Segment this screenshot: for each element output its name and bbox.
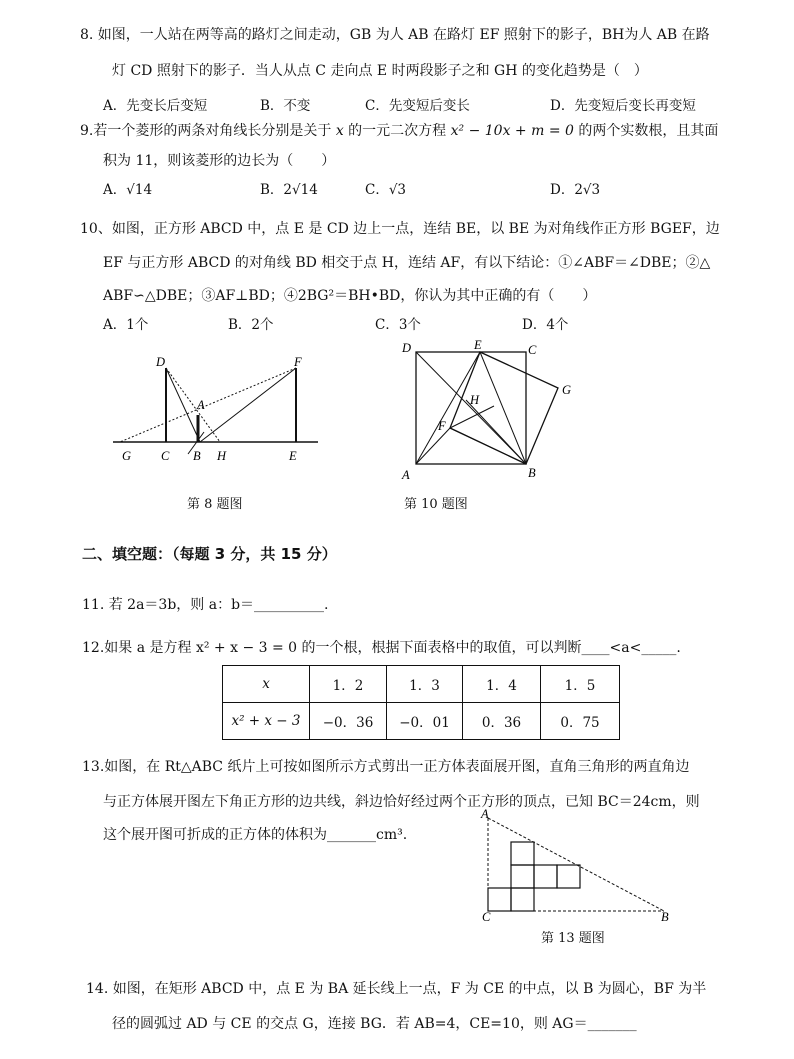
table-cell: 0．75 xyxy=(541,703,620,740)
q10-option-b: B．2个 xyxy=(228,317,274,333)
figure-8 xyxy=(108,350,323,470)
q10-option-c: C．3个 xyxy=(375,317,421,333)
q9-option-c: C．√3 xyxy=(365,182,407,198)
q9-option-a: A．√14 xyxy=(103,182,153,198)
q13-line1: 13.如图，在 Rt△ABC 纸片上可按如图所示方式剪出一正方体表面展开图，直角三角形的两直角边 xyxy=(82,759,690,775)
q9-option-b: B．2√14 xyxy=(260,182,318,198)
q9-line2: 积为 11，则该菱形的边长为（ ） xyxy=(103,153,336,169)
table-cell: 1．4 xyxy=(463,666,541,703)
fig8-ray-fg xyxy=(120,368,296,442)
figure-13 xyxy=(478,808,678,928)
table-cell: −0．36 xyxy=(310,703,387,740)
q10-option-a: A．1个 xyxy=(103,317,149,333)
q11-text: 11. 若 2a＝3b，则 a：b＝__________. xyxy=(82,597,329,613)
table-cell: x xyxy=(223,666,310,703)
q10-line1: 10、如图，正方形 ABCD 中，点 E 是 CD 边上一点，连结 BE，以 BE 为对角线作正方形 BGEF，边 xyxy=(80,221,720,237)
q14-line2: 径的圆弧过 AD 与 CE 的交点 G，连接 BG．若 AB=4，CE=10，则 AG＝_______ xyxy=(112,1016,637,1032)
fig10-square-bgef xyxy=(450,352,558,464)
fig8-label-b: B xyxy=(193,449,201,463)
fig10-label-a: A xyxy=(402,468,410,482)
fig13-label-a: A xyxy=(481,808,489,821)
q8-option-a: A．先变长后变短 xyxy=(103,98,208,114)
fig13-label-c: C xyxy=(482,910,491,924)
q13-line3: 这个展开图可折成的正方体的体积为_______cm³. xyxy=(103,827,408,843)
fig8-label-h: H xyxy=(217,449,227,463)
table-cell: 1．2 xyxy=(310,666,387,703)
fig10-label-f: F xyxy=(438,419,446,433)
figure-10-caption: 第 10 题图 xyxy=(404,497,468,512)
q8-option-d: D．先变短后变长再变短 xyxy=(550,98,696,114)
table-cell: −0．01 xyxy=(387,703,463,740)
table-row xyxy=(223,666,620,703)
fig8-line-db xyxy=(166,368,200,442)
q8-line1: 8. 如图，一人站在两等高的路灯之间走动，GB 为人 AB 在路灯 EF 照射下的影子，BH为人 AB 在路 xyxy=(80,27,710,43)
q8-line2: 灯 CD 照射下的影子．当人从点 C 走向点 E 时两段影子之和 GH 的变化趋势是（ ） xyxy=(112,63,648,79)
table-row xyxy=(223,703,620,740)
fig8-ray-dh xyxy=(166,368,220,442)
table-cell: 1．5 xyxy=(541,666,620,703)
section-2-title: 二、填空题：（每题 3 分，共 15 分） xyxy=(82,545,337,563)
q9-line1a: 9.若一个菱形的两条对角线长分别是关于 xyxy=(80,123,332,139)
q13-line2: 与正方体展开图左下角正方形的边共线，斜边恰好经过两个正方形的顶点，已知 BC＝24cm，则 xyxy=(103,794,700,810)
fig10-line-hb xyxy=(466,400,526,464)
fig10-line-be xyxy=(480,352,526,464)
q9-equation: x² − 10x + m = 0 xyxy=(450,123,574,139)
fig10-label-c: C xyxy=(528,343,537,357)
fig10-label-h: H xyxy=(470,393,480,407)
fig10-label-e: E xyxy=(474,338,482,352)
q8-option-c: C．先变短后变长 xyxy=(365,98,470,114)
q9-var: x xyxy=(335,123,344,139)
fig8-line-fb xyxy=(200,368,296,442)
q9-line1c: 的两个实数根，且其面 xyxy=(578,123,719,139)
fig10-label-d: D xyxy=(402,341,412,355)
q9-line1b: 的一元二次方程 xyxy=(348,123,447,139)
table-cell: 0．36 xyxy=(463,703,541,740)
table-cell: 1．3 xyxy=(387,666,463,703)
q10-line3: ABF∽△DBE；③AF⊥BD；④2BG²＝BH•BD，你认为其中正确的有（ ） xyxy=(103,288,597,304)
q9-option-d: D．2√3 xyxy=(550,182,601,198)
fig10-label-b: B xyxy=(528,466,536,480)
fig8-label-d: D xyxy=(156,355,166,369)
q10-line2: EF 与正方形 ABCD 的对角线 BD 相交于点 H，连结 AF，有以下结论：①∠ABF＝∠DBE；②△ xyxy=(103,255,711,271)
fig13-label-b: B xyxy=(661,910,669,924)
fig13-cube-net xyxy=(488,842,580,911)
q12-value-table xyxy=(222,665,620,740)
fig8-label-e: E xyxy=(289,449,297,463)
q9-line1 xyxy=(80,120,718,140)
fig10-line-fb xyxy=(450,428,526,464)
fig8-label-a: A xyxy=(197,398,205,412)
figure-10 xyxy=(398,338,588,483)
q12-text: 12.如果 a 是方程 x² + x − 3 = 0 的一个根，根据下面表格中的取值，可以判断____<a<_____. xyxy=(82,640,681,656)
fig8-label-f: F xyxy=(294,355,302,369)
q8-option-b: B．不变 xyxy=(260,98,311,114)
figure-13-caption: 第 13 题图 xyxy=(541,931,605,946)
fig10-label-g: G xyxy=(562,383,572,397)
fig8-label-g: G xyxy=(122,449,132,463)
table-cell: x² + x − 3 xyxy=(223,703,310,740)
q10-option-d: D．4个 xyxy=(522,317,569,333)
figure-8-caption: 第 8 题图 xyxy=(187,497,243,512)
q14-line1: 14. 如图，在矩形 ABCD 中，点 E 为 BA 延长线上一点，F 为 CE 的中点，以 B 为圆心，BF 为半 xyxy=(86,981,707,997)
fig8-label-c: C xyxy=(161,449,170,463)
